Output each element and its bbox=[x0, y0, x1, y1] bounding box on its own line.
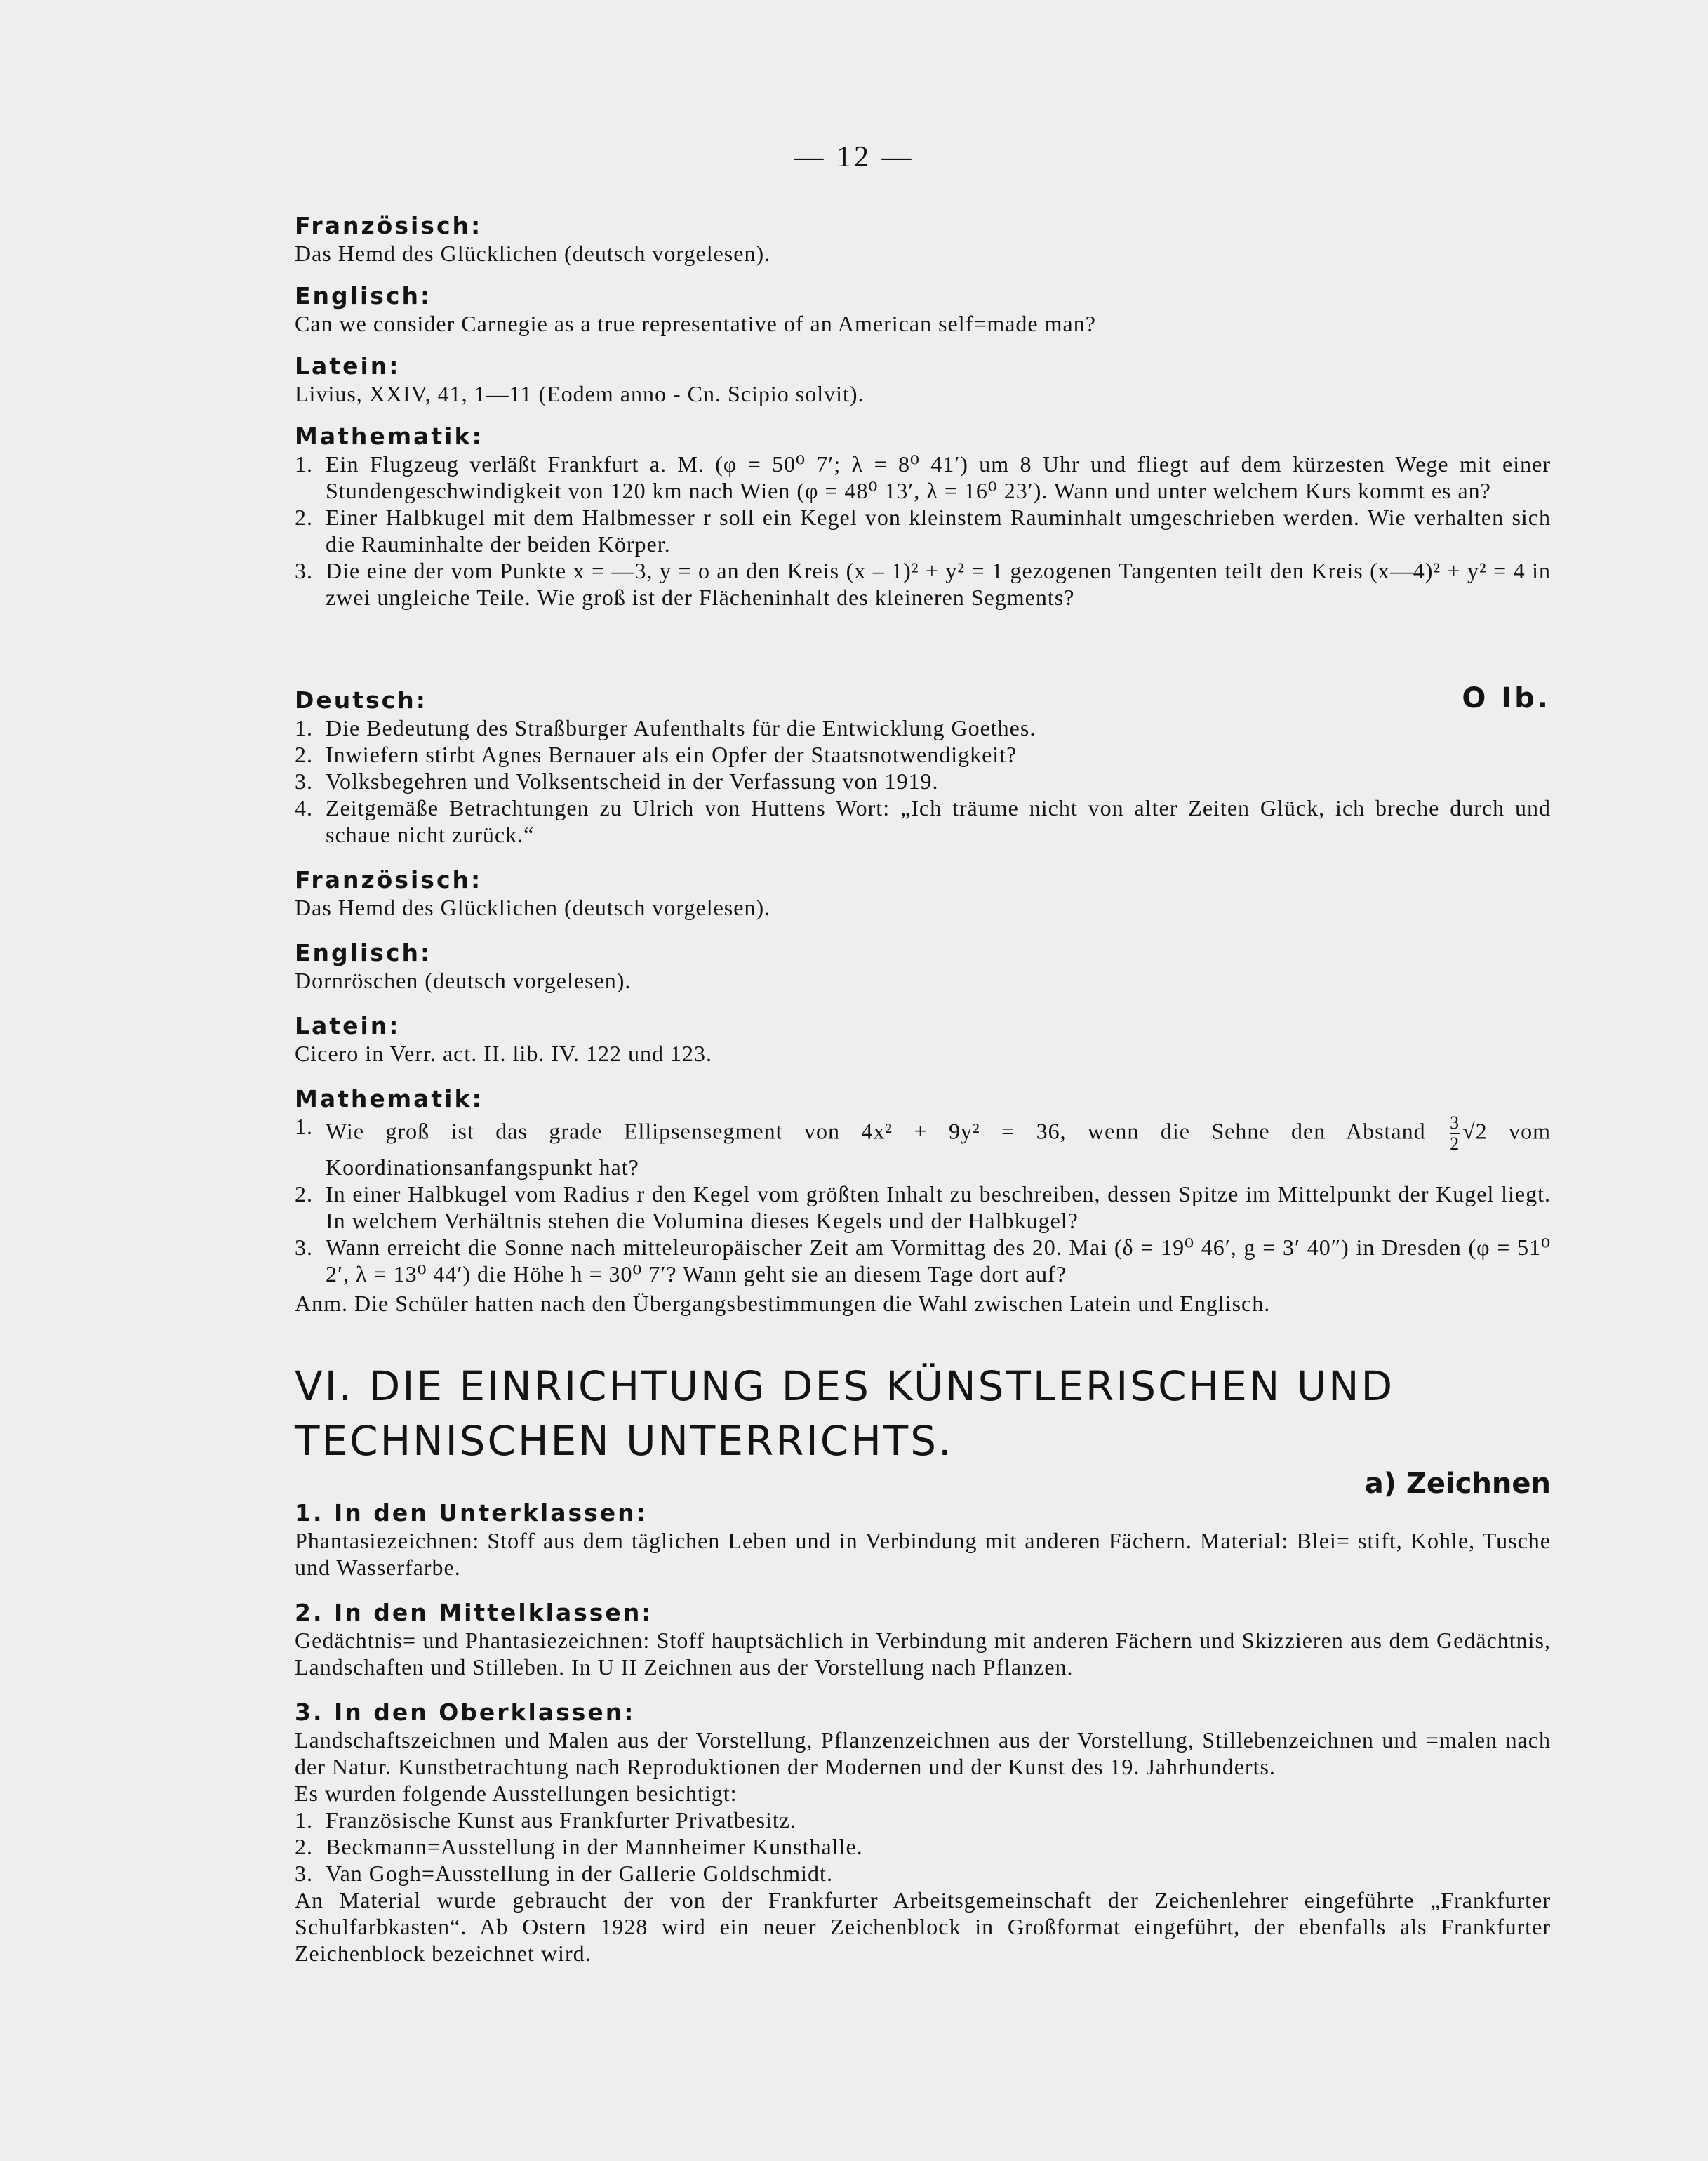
heading-mittelklassen: 2. In den Mittelklassen: bbox=[295, 1599, 653, 1626]
list-item: 2. Beckmann=Ausstellung in der Mannheimer Kunsthalle. bbox=[295, 1834, 863, 1859]
list-item: 3. Die eine der vom Punkte x = —3, y = o an den Kreis (x – 1)² + y² = 1 gezogenen Tangenten teilt den Kreis (x—4)² + y² = 4 in zwei ungleiche Teile. Wie groß ist der Flächeninhalt des kleineren Segments? bbox=[295, 558, 1551, 610]
text-material: An Material wurde gebraucht der von der Frankfurter Arbeitsgemeinschaft der Zeichenlehrer eingeführte „Frankfurter Schulfarbkasten“. Ab Ostern 1928 wird ein neuer Zeichenblock in Großformat eingeführt, der ebenfalls als Frankfurter Zeichenblock bezeichnet wird. bbox=[295, 1887, 1551, 1966]
text-latein: Cicero in Verr. act. II. lib. IV. 122 und 123. bbox=[295, 1041, 712, 1066]
text-unterklassen: Phantasiezeichnen: Stoff aus dem täglichen Leben und in Verbindung mit anderen Fächern. Material: Blei= stift, Kohle, Tusche und Wasserfarbe. bbox=[295, 1528, 1551, 1580]
list-item: 3. Wann erreicht die Sonne nach mitteleuropäischer Zeit am Vormittag des 20. Mai (δ = 19⁰ 46′, g = 3′ 40″) in Dresden (φ = 51⁰ 2′, λ = 13⁰ 44′) die Höhe h = 30⁰ 7′? Wann geht sie an diesem Tage dort auf? bbox=[295, 1235, 1551, 1286]
exam-block-1 bbox=[295, 212, 1551, 611]
text-franzoesisch: Das Hemd des Glücklichen (deutsch vorgelesen). bbox=[295, 895, 771, 920]
list-item: 2. In einer Halbkugel vom Radius r den Kegel vom größten Inhalt zu beschreiben, dessen Spitze im Mittelpunkt der Kugel liegt. In welchem Verhältnis stehen die Volumina dieses Kegels und der Halbkugel? bbox=[295, 1181, 1551, 1233]
heading-deutsch: Deutsch: bbox=[295, 686, 427, 714]
list-item: 2. Inwiefern stirbt Agnes Bernauer als ein Opfer der Staatsnotwendigkeit? bbox=[295, 742, 1018, 767]
section-title-line1: VI. DIE EINRICHTUNG DES KÜNSTLERISCHEN UND bbox=[295, 1362, 1395, 1410]
text-franzoesisch: Das Hemd des Glücklichen (deutsch vorgelesen). bbox=[295, 241, 771, 266]
text-ausstellungen-intro: Es wurden folgende Ausstellungen besichtigt: bbox=[295, 1781, 738, 1806]
note: Anm. Die Schüler hatten nach den Übergangsbestimmungen die Wahl zwischen Latein und Englisch. bbox=[295, 1291, 1271, 1316]
text-englisch: Can we consider Carnegie as a true representative of an American self=made man? bbox=[295, 311, 1096, 336]
text-oberklassen: Landschaftszeichnen und Malen aus der Vorstellung, Pflanzenzeichnen aus der Vorstellung, Stillebenzeichnen und =malen nach der Natur. Kunstbetrachtung nach Reproduktionen der Modernen und der Kunst des 19. Jahrhunderts. bbox=[295, 1727, 1551, 1779]
list-item: 1. Französische Kunst aus Frankfurter Privatbesitz. bbox=[295, 1807, 796, 1833]
list-item: 1. Die Bedeutung des Straßburger Aufenthalts für die Entwicklung Goethes. bbox=[295, 715, 1036, 740]
heading-englisch: Englisch: bbox=[295, 282, 432, 310]
list-item: 2. Einer Halbkugel mit dem Halbmesser r soll ein Kegel von kleinstem Rauminhalt umgeschrieben werden. Wie verhalten sich die Rauminhalte der beiden Körper. bbox=[295, 505, 1551, 557]
text-englisch: Dornröschen (deutsch vorgelesen). bbox=[295, 968, 632, 993]
section-title-line2: TECHNISCHEN UNTERRICHTS. bbox=[295, 1417, 954, 1465]
list-item: 4. Zeitgemäße Betrachtungen zu Ulrich von Huttens Wort: „Ich träume nicht von alter Zeiten Glück, ich breche durch und schaue nicht zurück.“ bbox=[295, 795, 1551, 847]
heading-franzoesisch: Französisch: bbox=[295, 212, 483, 239]
heading-franzoesisch: Französisch: bbox=[295, 866, 483, 893]
heading-unterklassen: 1. In den Unterklassen: bbox=[295, 1499, 648, 1527]
heading-oberklassen: 3. In den Oberklassen: bbox=[295, 1698, 636, 1726]
heading-mathematik: Mathematik: bbox=[295, 1085, 483, 1112]
text-latein: Livius, XXIV, 41, 1—11 (Eodem anno - Cn. Scipio solvit). bbox=[295, 381, 865, 406]
fraction: $\frac{3}{2}$ bbox=[1450, 1112, 1460, 1154]
heading-englisch: Englisch: bbox=[295, 939, 432, 966]
heading-latein: Latein: bbox=[295, 1012, 401, 1039]
text-mittelklassen: Gedächtnis= und Phantasiezeichnen: Stoff hauptsächlich in Verbindung mit anderen Fächern und Skizzieren aus dem Gedächtnis, Landschaften und Stilleben. In U II Zeichnen aus der Vorstellung nach Pflanzen. bbox=[295, 1628, 1551, 1680]
list-item: 1. Ein Flugzeug verläßt Frankfurt a. M. (φ = 50⁰ 7′; λ = 8⁰ 41′) um 8 Uhr und fliegt auf dem kürzesten Wege mit einer Stundengeschwindigkeit von 120 km nach Wien (φ = 48⁰ 13′, λ = 16⁰ 23′). Wann und unter welchem Kurs kommt es an? bbox=[295, 451, 1551, 503]
class-label: O Ib. bbox=[1462, 682, 1551, 714]
page-number: — 12 — bbox=[794, 141, 914, 173]
exam-block-olb bbox=[295, 682, 1551, 1317]
heading-mathematik: Mathematik: bbox=[295, 423, 483, 450]
list-item: 1. Wie groß ist das grade Ellipsensegment von 4x² + 9y² = 36, wenn die Sehne den Abstand $\frac{3}{2}$ √2 vom Koordinationsanfangspunkt hat? bbox=[295, 1112, 1552, 1180]
subsection-title: a) Zeichnen bbox=[1364, 1468, 1551, 1500]
list-item: 3. Van Gogh=Ausstellung in der Gallerie Goldschmidt. bbox=[295, 1861, 833, 1886]
section-vi bbox=[295, 1359, 1551, 1967]
heading-latein: Latein: bbox=[295, 352, 401, 380]
list-item: 3. Volksbegehren und Volksentscheid in der Verfassung von 1919. bbox=[295, 769, 939, 794]
